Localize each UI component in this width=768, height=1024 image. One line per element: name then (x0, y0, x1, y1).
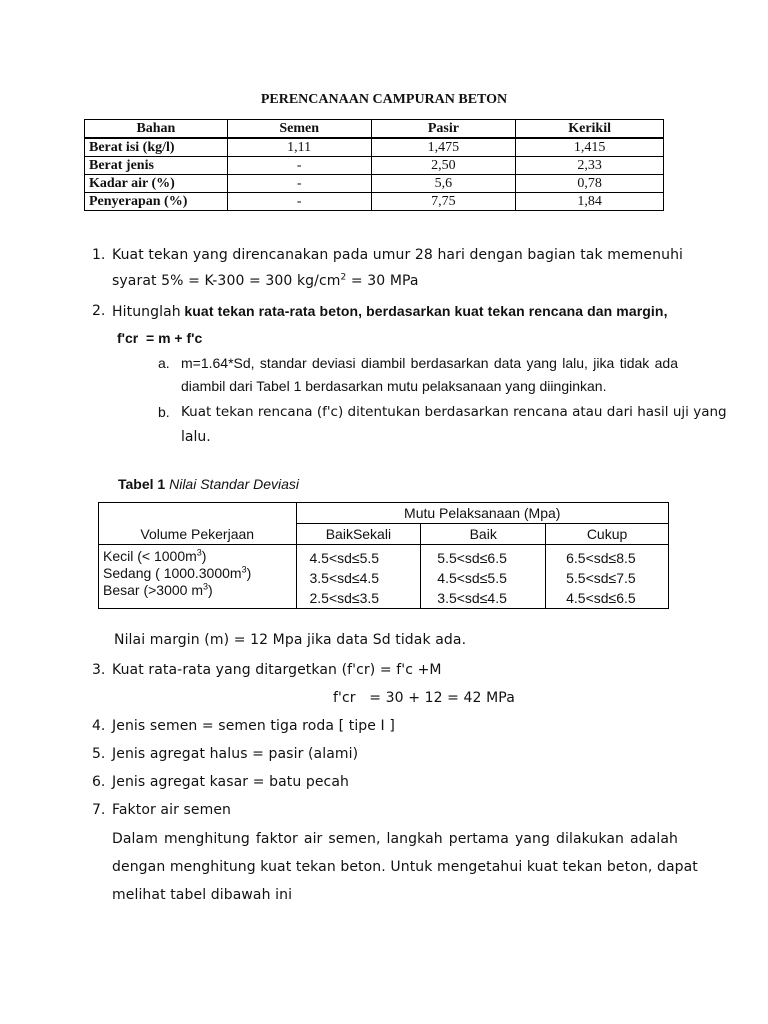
sd-header-baik: Baik (421, 524, 546, 545)
item-3-formula: f'cr = 30 + 12 = 42 MPa (333, 690, 515, 706)
row-label: Berat jenis (85, 157, 228, 175)
header-kerikil: Kerikil (516, 120, 664, 139)
sd-value: 6.5<sd≤8.5 (566, 549, 636, 566)
volume-text: Sedang ( 1000.3000m (103, 564, 242, 581)
item-1-line-2 (112, 273, 419, 289)
sd-header-volume: Volume Pekerjaan (99, 524, 297, 545)
sd-empty-corner (99, 503, 297, 524)
row-label: Penyerapan (%) (85, 193, 228, 211)
item-1-number: 1. (92, 247, 106, 263)
sd-volume-besar (103, 582, 296, 599)
sd-volume-sedang (103, 565, 296, 582)
item-5-text: Jenis agregat halus = pasir (alami) (112, 746, 359, 762)
standard-deviation-table (98, 502, 669, 609)
sd-cukup-cell (546, 544, 669, 608)
cell-kerikil: 2,33 (516, 157, 664, 175)
table-row (85, 138, 664, 157)
sd-volume-cell (99, 544, 297, 608)
cell-semen: - (227, 175, 371, 193)
row-label: Kadar air (%) (85, 175, 228, 193)
item-2b-label: b. (158, 404, 170, 420)
item-5-number: 5. (92, 746, 106, 762)
table-row (85, 193, 664, 211)
cell-kerikil: 1,415 (516, 138, 664, 157)
item-1-superscript: 2 (340, 272, 347, 283)
volume-superscript: 3 (241, 563, 247, 574)
sd-baik-cell (421, 544, 546, 608)
item-3-number: 3. (92, 662, 106, 678)
table-row (85, 157, 664, 175)
cell-semen: - (227, 193, 371, 211)
item-2b-line-1: Kuat tekan rencana (f'c) ditentukan berdasarkan rencana atau dari hasil uji yang (181, 404, 727, 420)
margin-note: Nilai margin (m) = 12 Mpa jika data Sd tidak ada. (114, 632, 467, 648)
cell-kerikil: 0,78 (516, 175, 664, 193)
table-1-caption-title: Nilai Standar Deviasi (169, 476, 300, 492)
item-2-formula: f'cr = m + f'c (117, 330, 203, 346)
item-6-number: 6. (92, 774, 106, 790)
cell-pasir: 1,475 (371, 138, 516, 157)
cell-pasir: 5,6 (371, 175, 516, 193)
sd-value: 3.5<sd≤4.5 (309, 569, 380, 586)
sd-value: 5.5<sd≤7.5 (566, 569, 636, 586)
item-7-paragraph-line-1: Dalam menghitung faktor air semen, langkah pertama yang dilakukan adalah (112, 831, 678, 847)
table-row (85, 175, 664, 193)
sd-column-header-row (99, 524, 669, 545)
volume-text: Besar (>3000 m (103, 581, 203, 598)
item-2-line (112, 303, 668, 321)
item-7-text: Faktor air semen (112, 802, 232, 818)
cell-semen: 1,11 (227, 138, 371, 157)
materials-table (84, 119, 664, 211)
table-1-caption (118, 476, 299, 492)
sd-value: 4.5<sd≤5.5 (309, 549, 380, 566)
materials-header-row (85, 120, 664, 139)
sd-value: 4.5<sd≤5.5 (437, 569, 507, 586)
cell-pasir: 2,50 (371, 157, 516, 175)
item-1-line-2-tail: = 30 MPa (346, 273, 419, 289)
item-2a-label: a. (158, 355, 170, 371)
sd-value: 4.5<sd≤6.5 (566, 589, 636, 606)
cell-pasir: 7,75 (371, 193, 516, 211)
item-2b-line-2: lalu. (181, 429, 211, 445)
item-2-lead: Hitunglah (112, 304, 181, 320)
sd-value: 5.5<sd≤6.5 (437, 549, 507, 566)
header-bahan: Bahan (85, 120, 228, 139)
item-6-text: Jenis agregat kasar = batu pecah (112, 774, 350, 790)
item-2a-line-2: diambil dari Tabel 1 berdasarkan mutu pelaksanaan yang diinginkan. (181, 378, 607, 394)
item-2-bold-text: kuat tekan rata-rata beton, berdasarkan kuat tekan rencana dan margin, (184, 303, 668, 319)
sd-group-header-row (99, 503, 669, 524)
item-2a-line-1: m=1.64*Sd, standar deviasi diambil berdasarkan data yang lalu, jika tidak ada (181, 355, 678, 371)
sd-value: 2.5<sd≤3.5 (309, 589, 380, 606)
document-title: PERENCANAAN CAMPURAN BETON (260, 92, 508, 107)
item-1-line-1: Kuat tekan yang direncanakan pada umur 28 hari dengan bagian tak memenuhi (112, 247, 684, 263)
sd-volume-kecil (103, 548, 296, 565)
volume-text-tail: ) (208, 581, 213, 598)
cell-semen: - (227, 157, 371, 175)
header-pasir: Pasir (371, 120, 516, 139)
item-4-number: 4. (92, 718, 106, 734)
sd-header-cukup: Cukup (546, 524, 669, 545)
header-semen: Semen (227, 120, 371, 139)
item-7-number: 7. (92, 802, 106, 818)
sd-header-baik-sekali: BaikSekali (296, 524, 421, 545)
volume-text-tail: ) (201, 547, 207, 564)
sd-value: 3.5<sd≤4.5 (437, 589, 507, 606)
volume-text-tail: ) (246, 564, 252, 581)
volume-text: Kecil (< 1000m (103, 547, 197, 564)
item-1-line-2-text: syarat 5% = K-300 = 300 kg/cm (112, 273, 341, 289)
item-7-paragraph-line-2: dengan menghitung kuat tekan beton. Untuk mengetahui kuat tekan beton, dapat (112, 859, 698, 875)
row-label: Berat isi (kg/l) (85, 138, 228, 157)
item-3-text: Kuat rata-rata yang ditargetkan (f'cr) = f'c +M (112, 662, 442, 678)
item-4-text: Jenis semen = semen tiga roda [ tipe I ] (112, 718, 395, 734)
cell-kerikil: 1,84 (516, 193, 664, 211)
item-7-paragraph-line-3: melihat tabel dibawah ini (112, 887, 293, 903)
volume-superscript: 3 (203, 580, 209, 591)
table-1-caption-label: Tabel 1 (118, 476, 166, 492)
item-2-number: 2. (92, 303, 106, 319)
sd-baik-sekali-cell (296, 544, 421, 608)
sd-body-row (99, 544, 669, 608)
volume-superscript: 3 (196, 546, 202, 557)
sd-group-header: Mutu Pelaksanaan (Mpa) (296, 503, 669, 524)
